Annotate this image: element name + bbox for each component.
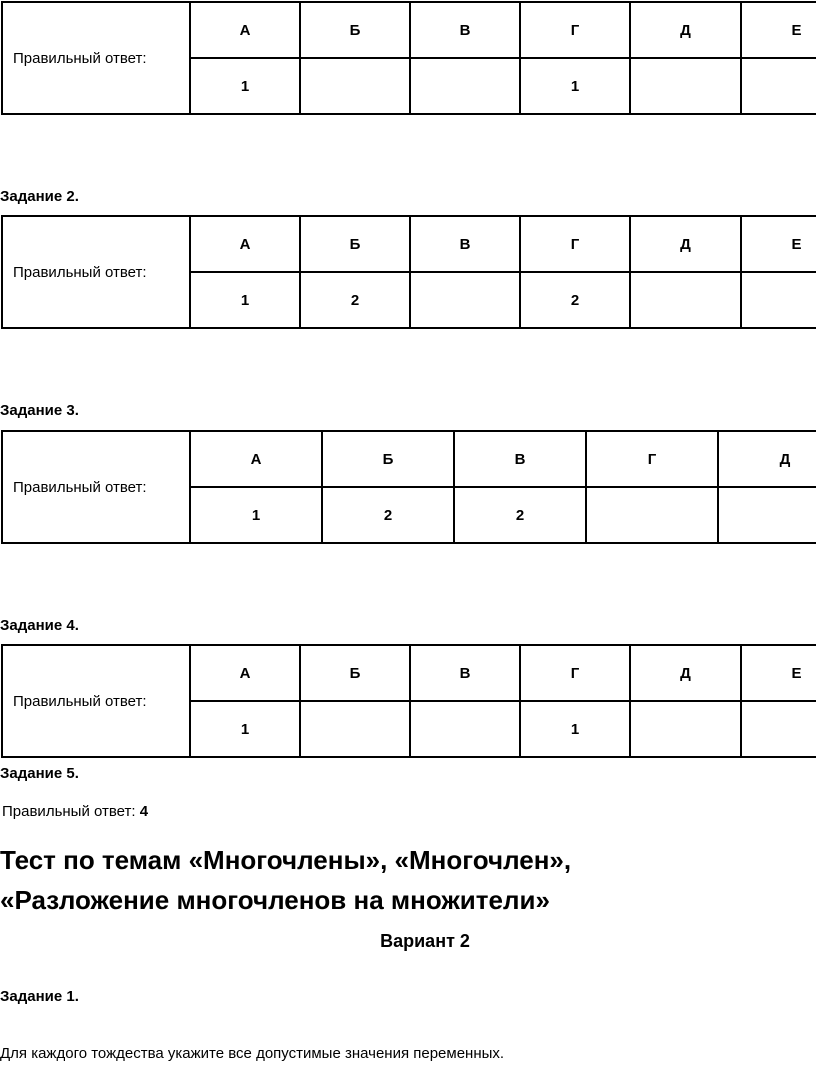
answer-cell [630,58,741,114]
letter-header: Г [586,431,718,487]
task-5-answer-line [2,803,148,820]
letter-header: В [454,431,586,487]
letter-header: А [190,2,300,58]
task-3-heading: Задание 3. [0,402,79,419]
answer-cell: 1 [190,58,300,114]
letter-header: Е [741,645,816,701]
answer-cell [300,701,410,757]
answer-cell: 1 [190,701,300,757]
task-2-answer-table [1,215,816,329]
answer-cell [410,701,520,757]
task-4-heading: Задание 4. [0,617,79,634]
letter-header: В [410,645,520,701]
answer-label: Правильный ответ: [2,216,190,328]
letter-header: А [190,216,300,272]
letter-header: Д [630,216,741,272]
answer-cell: 2 [322,487,454,543]
test-title-line-1: Тест по темам «Многочлены», «Многочлен», [0,845,572,875]
letter-header: Г [520,2,630,58]
letter-header: А [190,431,322,487]
variant-title: Вариант 2 [380,931,470,951]
test-title [0,840,816,920]
answer-cell: 1 [190,487,322,543]
letter-header: Е [741,216,816,272]
answer-cell [741,272,816,328]
answer-cell: 2 [300,272,410,328]
answer-label: Правильный ответ: [2,2,190,114]
answer-cell: 1 [190,272,300,328]
letter-header: Г [520,216,630,272]
answer-cell [741,58,816,114]
letter-header: Е [741,2,816,58]
answer-cell [586,487,718,543]
task-2-heading: Задание 2. [0,188,79,205]
task-5-heading: Задание 5. [0,765,79,782]
answer-cell [630,272,741,328]
answer-cell [300,58,410,114]
answer-label: Правильный ответ: [2,431,190,543]
answer-cell: 2 [520,272,630,328]
letter-header: А [190,645,300,701]
answer-cell [410,272,520,328]
letter-header: Б [300,2,410,58]
variant-task-1-heading: Задание 1. [0,988,79,1005]
task-5-answer-label: Правильный ответ: [2,803,140,820]
letter-header: Д [630,2,741,58]
task-4-answer-table [1,644,816,758]
answer-label: Правильный ответ: [2,645,190,757]
letter-header: Б [322,431,454,487]
letter-header: В [410,216,520,272]
test-title-line-2: «Разложение многочленов на множители» [0,885,550,915]
letter-header: Б [300,645,410,701]
answer-cell: 1 [520,58,630,114]
letter-header: В [410,2,520,58]
task-1-answer-table [1,1,816,115]
letter-header: Д [630,645,741,701]
variant-task-1-instruction: Для каждого тождества укажите все допустимые значения переменных. [0,1045,505,1062]
answer-cell [718,487,816,543]
letter-header: Б [300,216,410,272]
task-5-answer-value: 4 [139,803,149,820]
answer-cell: 1 [520,701,630,757]
answer-cell [741,701,816,757]
task-3-answer-table [1,430,816,544]
answer-cell [630,701,741,757]
answer-cell [410,58,520,114]
letter-header: Г [520,645,630,701]
letter-header: Д [718,431,816,487]
answer-cell: 2 [454,487,586,543]
